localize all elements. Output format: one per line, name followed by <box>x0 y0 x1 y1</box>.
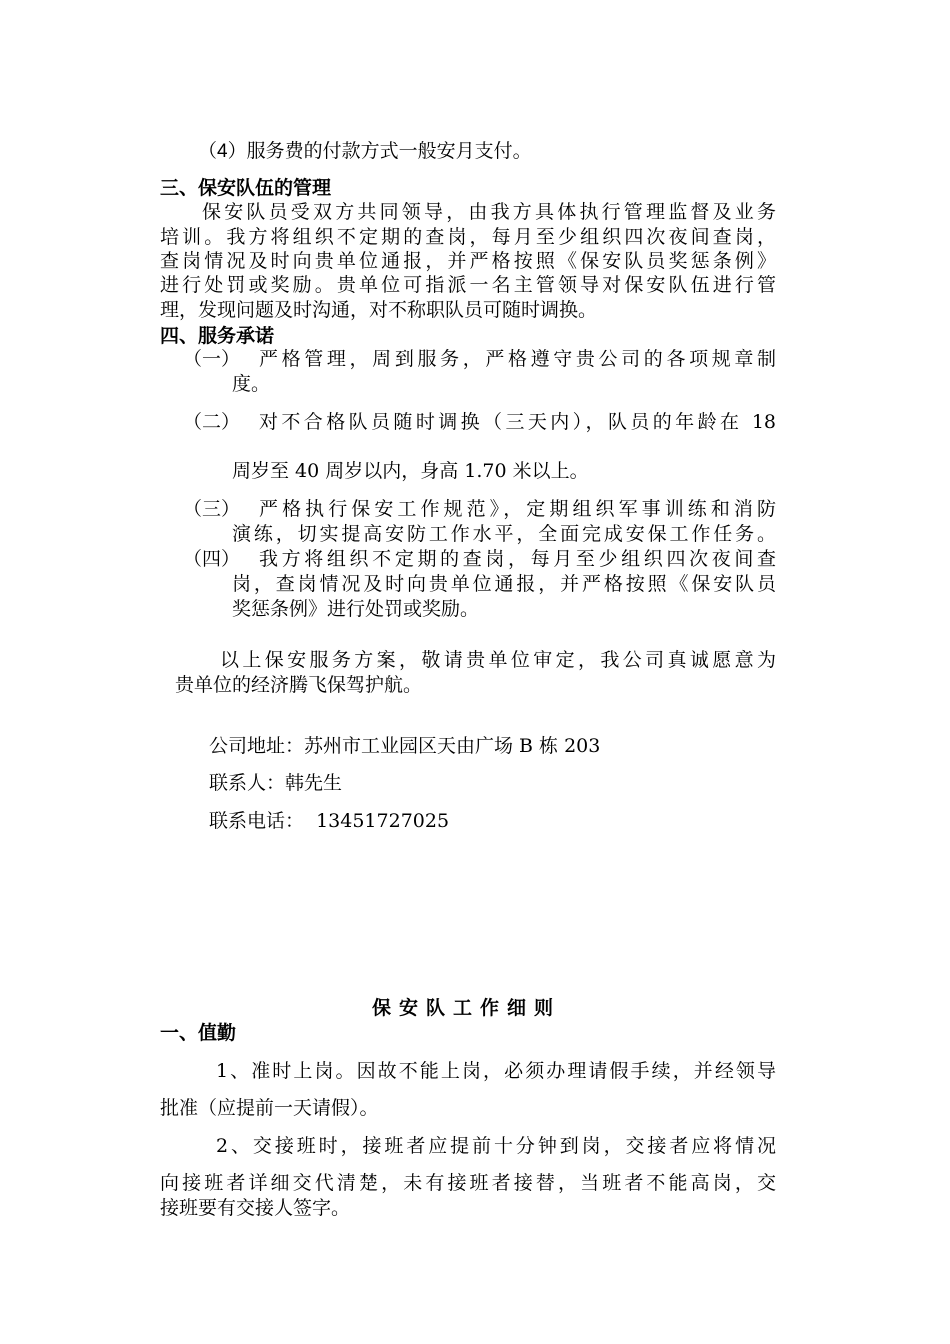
section-3-heading: 三、保安队伍的管理 <box>160 177 332 199</box>
commitment-line: 奖惩条例》进行处罚或奖励。 <box>232 598 480 620</box>
contact-person: 联系人：韩先生 <box>209 772 343 794</box>
closing-line: 贵单位的经济腾飞保驾护航。 <box>175 674 423 696</box>
section-3-line: 保安队员受双方共同领导，由我方具体执行管理监督及业务 <box>202 201 776 223</box>
section-3-line: 培训。我方将组织不定期的查岗，每月至少组织四次夜间查岗， <box>160 226 776 248</box>
section-3-line: 进行处罚或奖励。贵单位可指派一名主管领导对保安队伍进行管 <box>160 274 776 296</box>
rules-paragraph-line: 接班要有交接人签字。 <box>160 1197 351 1219</box>
commitment-line: 演练，切实提高安防工作水平，全面完成安保工作任务。 <box>232 523 776 545</box>
contact-phone: 联系电话： 13451727025 <box>209 810 450 832</box>
commitment-label: （二） <box>183 411 241 433</box>
commitment-line: 对不合格队员随时调换（三天内），队员的年龄在 18 <box>259 411 776 433</box>
rules-paragraph-line: 1、准时上岗。因故不能上岗，必须办理请假手续，并经领导 <box>216 1060 776 1082</box>
section-4-heading: 四、服务承诺 <box>160 325 275 347</box>
commitment-label: （一） <box>183 348 241 370</box>
rules-section-1-heading: 一、值勤 <box>160 1022 237 1044</box>
rules-paragraph-line: 2、交接班时，接班者应提前十分钟到岗，交接者应将情况 <box>216 1135 776 1157</box>
payment-item-4: （4）服务费的付款方式一般安月支付。 <box>198 141 532 162</box>
commitment-line: 我方将组织不定期的查岗，每月至少组织四次夜间查 <box>259 548 776 570</box>
commitment-line: 岗，查岗情况及时向贵单位通报，并严格按照《保安队员 <box>232 573 776 595</box>
rules-title: 保安队工作细则 <box>372 997 562 1019</box>
commitment-line: 周岁至 40 周岁以内，身高 1.70 米以上。 <box>232 460 589 482</box>
closing-line: 以上保安服务方案，敬请贵单位审定，我公司真诚愿意为 <box>220 649 776 671</box>
commitment-line: 严格管理，周到服务，严格遵守贵公司的各项规章制 <box>259 348 776 370</box>
rules-paragraph-line: 向接班者详细交代清楚，未有接班者接替，当班者不能高岗，交 <box>160 1172 776 1194</box>
contact-address: 公司地址：苏州市工业园区天由广场 B 栋 203 <box>209 735 601 757</box>
rules-paragraph-line: 批准（应提前一天请假）。 <box>160 1097 379 1119</box>
commitment-line: 严格执行保安工作规范》，定期组织军事训练和消防 <box>259 498 776 520</box>
commitment-label: （四） <box>183 548 241 570</box>
section-3-line: 理，发现问题及时沟通，对不称职队员可随时调换。 <box>160 299 598 321</box>
section-3-line: 查岗情况及时向贵单位通报，并严格按照《保安队员奖惩条例》 <box>160 250 776 272</box>
commitment-line: 度。 <box>232 373 271 395</box>
commitment-label: （三） <box>183 498 241 520</box>
